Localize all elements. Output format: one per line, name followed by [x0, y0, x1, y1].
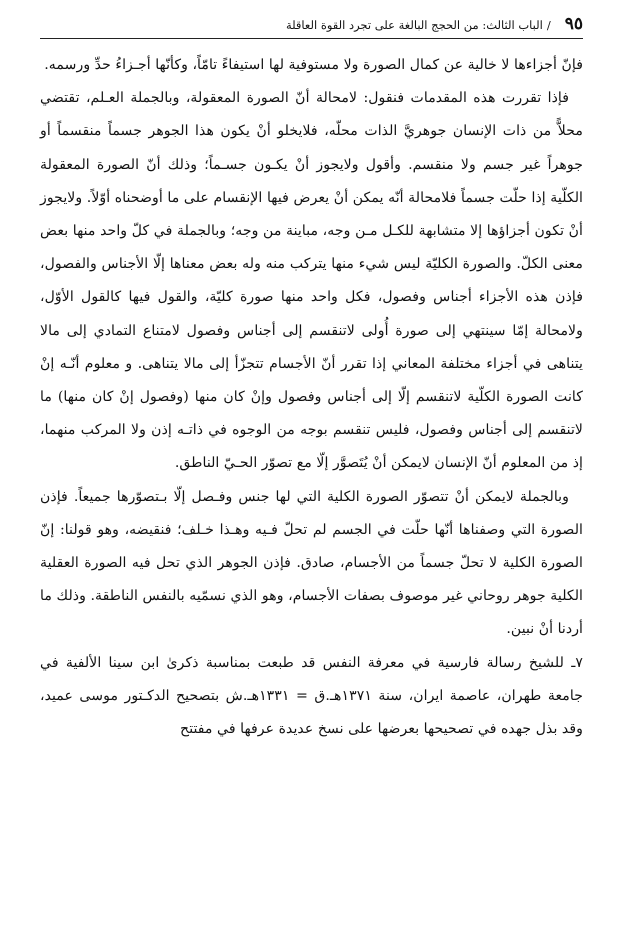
paragraph-1: فإنّ أجزاءها لا خالية عن كمال الصورة ولا مستوفية لها استيفاءً تامّاً، وكأنّها أجـزاءُ حدِّ ورسمه. [44, 57, 583, 73]
running-header [40, 14, 583, 39]
footnote-paragraph: ٧ـ للشيخ رسالة فارسية في معرفة النفس قد طبعت بمناسبة ذكرىٰ ابن سينا الألفية في جامعة طهران، عاصمة ايران، سنة ١٣٧١هـ.ق = ١٣٣١هـ.ش بتصحيح الدكـتور موسى عميد، وقد بذل جهده في تصحيحها بعرضها على نسخ عديدة عرفها في مفتتح [40, 654, 583, 738]
page-body [40, 49, 583, 746]
header-separator: / [546, 18, 551, 32]
running-title: الباب الثالث: من الحجج البالغة على تجرد القوة العاقلة [285, 18, 543, 32]
paragraph-2: فإذا تقررت هذه المقدمات فنقول: لامحالة أنّ الصورة المعقولة، وبالجملة العـلم، تقتضي محلاًّ من ذات الإنسان جوهريَّ الذات محلّه، فلايخلو أنْ يكون هذا الجوهر جسماً منقسماً أو جوهراً غير جسم ولا منقسم. وأقول ولايجوز أنْ يكـون جسـماً؛ وذلك أنّ الصورة المعقولة الكلّية إذا حلّت جسماً فلامحالة أنّه يمكن أنْ يعرض فيها الإنقسام على ما أوضحناه أوّلاً. ولايجوز أنْ تكون أجزاؤها إلا متشابهة للكـل مـن وجه، مباينة من وجه؛ وبالجملة في كلّ واحد منها بعض معنى الكلّ. والصورة الكليّة ليس شيء منها يتركب منه وله بعض معناها إلّا الأجناس والفصول، فإذن هذه الأجزاء أجناس وفصول، فكل واحد منها صورة كليّة، والقول فيها كالقول الأوّل، ولامحالة إمّا سينتهي إلى صورة أُولى لاتنقسم إلى أجناس وفصول لامتناع التمادي إلى مالا يتناهى في أجزاء مختلفة المعاني إذا تقرر أنّ الأجسام تتجزّأ إلى مالا يتناهى. و معلوم أنّـه إنْ كانت الصورة الكلّية لاتنقسم إلّا إلى أجناس وفصول وإنْ كان منها (وفصول إنْ كان منها) ما لاتنقسم إلى أجناس وفصول، فليس تنقسم بوجه من الوجوه في ذاتـه إذن ولا المركب منهما، إذ من المعلوم أنّ الإنسان لايمكن أنْ يُتَصوَّر إلّا مع تصوّر الحـيّ الناطق. [40, 90, 583, 472]
page-number: ٩٥ [564, 14, 583, 34]
paragraph-3: وبالجملة لايمكن أنْ تتصوّر الصورة الكلية التي لها جنس وفـصل إلّا بـتصوّرها جميعاً. فإذن الصورة التي وصفناها أنّها حلّت في الجسم لم تحلّ فـيه وهـذا خـلف؛ فنقيضه، وهو قولنا: إنّ الصورة الكلية لا تحلّ جسماً من الأجسام، صادق. فإذن الجوهر الذي تحل فيه الصورة العقلية الكلية جوهر روحاني غير موصوف بصفات الأجسام، وهو الذي نسمّيه بالنفس الناطقة. وذلك ما أردنا أنْ نبين. [40, 488, 583, 638]
